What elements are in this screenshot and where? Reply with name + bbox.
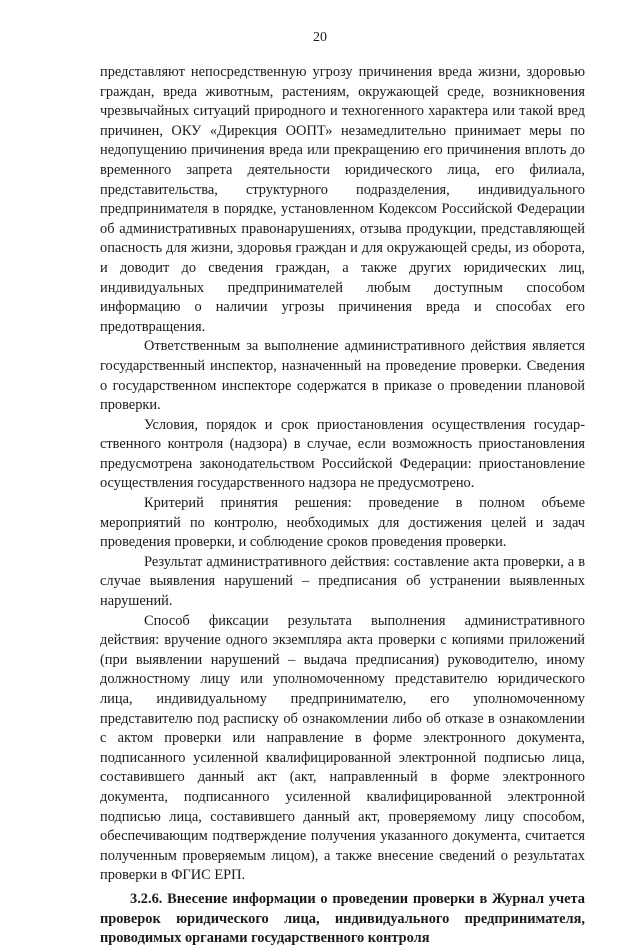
page-number: 20	[313, 30, 327, 45]
paragraph-threat-measures: представляют непосредственную угрозу причинения вреда жизни, здоровью граждан, вреда животным, растениям, окружающей среде, возникновения чрезвычайных ситуаций природного и техногенного характера или такой вред причинен, ОКУ «Дирекция ООПТ» незамедлительно принимает меры по недопущению причинения вреда или прекращению его причинения вплоть до временного запрета деятельности юридического лица, его филиала, представительства, структурного подразделения, индивидуального предпринимателя в порядке, установленном Кодексом Российской Федерации об административных правонарушениях, отзыва продукции, представляющей опасность для жизни, здоровья граждан и для окружающей среды, из оборота, и доводит до сведения граждан, а также других юридических лиц, индивидуальных предпринимателей любым доступным способом информацию о наличии угрозы причинения вреда и способах его предотвращения.	[100, 64, 585, 335]
paragraph-decision-criterion: Критерий принятия решения: проведение в полном объеме мероприятий по контролю, необходимых для достижения целей и задач проведения проверки, и соблюдение сроков проведения проверки.	[100, 495, 585, 551]
section-heading-3-2-6: 3.2.6. Внесение информации о проведении проверки в Журнал учета проверок юридического лица, индивидуального предпринимателя, проводимых органами государственного контроля	[100, 890, 585, 947]
paragraph-fixation-method: Способ фиксации результата выполнения административного действия: вручение одного экземпляра акта проверки с копиями приложений (при выявлении нарушений – выдача предписания) руководителю, иному должностному лицу или уполномоченному представителю юридического лица, индивидуальному предпринимателю, его уполномоченному представителю под расписку об ознакомлении либо об отказе в ознакомлении с актом проверки или направление в форме электронного документа, подписанного усиленной квалифицированной электронной подписью лица, составившего данный акт (акт, направленный в форме электронного документа, подписанного усиленной квалифицированной электронной подписью лица, составившего данный акт, проверяемому лицу способом, обеспечивающим подтверждение получения указанного документа, считается полученным проверяемым лицом), а также внесение сведений о результатах проверки в ФГИС ЕРП.	[100, 612, 585, 884]
paragraph-suspension-conditions: Условия, порядок и срок приостановления осуществления государственного контроля (надзора) в случае, если возможность приостановления предусмотрена законодательством Российской Федерации: приостановление осуществления государственного надзора не предусмотрено.	[100, 416, 585, 492]
document-body	[100, 63, 585, 949]
paragraph-responsible: Ответственным за выполнение административного действия является государственный инспектор, назначенный на проведение проверки. Сведения о государственном инспекторе содержатся в приказе о проведении плановой проверки.	[100, 338, 585, 414]
paragraph-action-result: Результат административного действия: составление акта проверки, а в случае выявления нарушений – предписания об устранении выявленных нарушений.	[100, 553, 585, 610]
